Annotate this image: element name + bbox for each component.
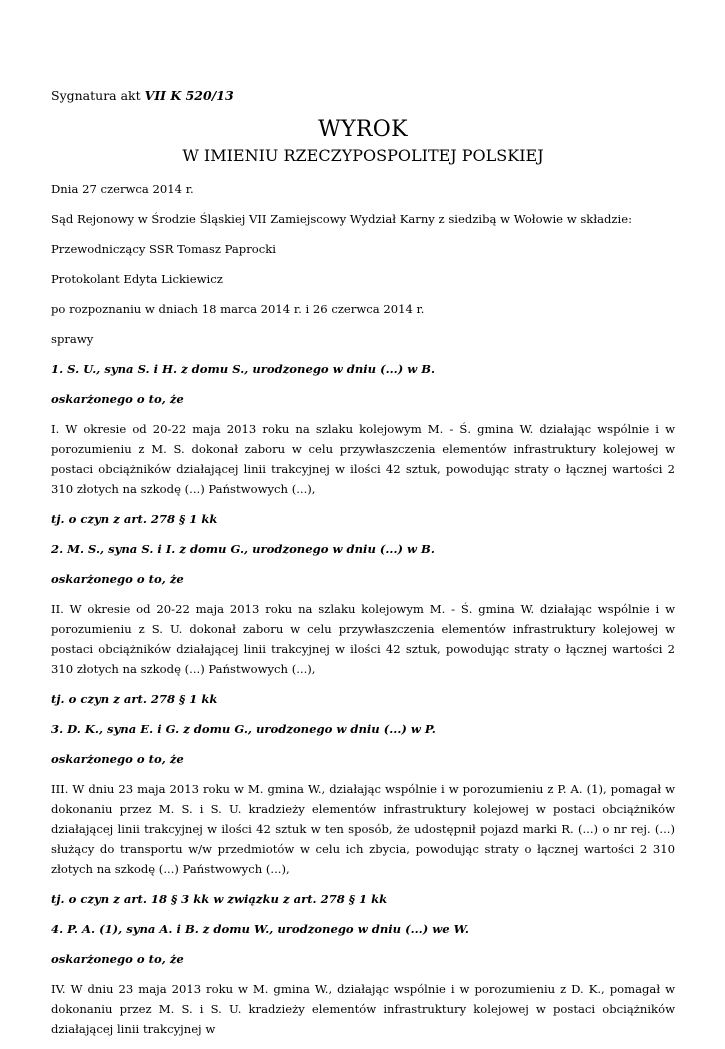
defendant-4-accused: oskarżonego o to, że: [51, 952, 184, 966]
defendant-1-header: 1. S. U., syna S. i H. z domu S., urodzonego w dniu (...) w B.: [51, 362, 436, 376]
defendant-1-accused: oskarżonego o to, że: [51, 392, 184, 406]
court-line: Sąd Rejonowy w Środzie Śląskiej VII Zamiejscowy Wydział Karny z siedzibą w Wołowie w składzie:: [51, 212, 632, 226]
defendant-1-charge: I. W okresie od 20-22 maja 2013 roku na szlaku kolejowym M. - Ś. gmina W. działając wspólnie i w porozumieniu z M. S. dokonał zaboru w celu przywłaszczenia elementów infrastruktury kolejowej w postaci obciążników działającej linii trakcyjnej w ilości 42 sztuk, powodując straty o łącznej wartości 2 310 złotych na szkodę (...) Państwowych (...),: [51, 422, 675, 496]
hearing-dates: po rozpoznaniu w dniach 18 marca 2014 r. i 26 czerwca 2014 r.: [51, 302, 425, 316]
court-clerk: Protokolant Edyta Lickiewicz: [51, 272, 223, 286]
case-word: sprawy: [51, 332, 94, 346]
signature-label: Sygnatura akt: [51, 88, 141, 103]
defendant-4-charge: IV. W dniu 23 maja 2013 roku w M. gmina W., działając wspólnie i w porozumieniu z D. K., pomagał w dokonaniu przez M. S. i S. U. kradzieży elementów infrastruktury kolejowej w postaci obciążników działającej linii trakcyjnej w: [51, 982, 675, 1036]
defendant-2-charge: II. W okresie od 20-22 maja 2013 roku na szlaku kolejowym M. - Ś. gmina W. działając wspólnie i w porozumieniu z S. U. dokonał zaboru w celu przywłaszczenia elementów infrastruktury kolejowej w postaci obciążników działającej linii trakcyjnej w ilości 42 sztuk, powodując straty o łącznej wartości 2 310 złotych na szkodę (...) Państwowych (...),: [51, 602, 675, 676]
defendant-1-article: tj. o czyn z art. 278 § 1 kk: [51, 512, 218, 526]
defendant-4-header: 4. P. A. (1), syna A. i B. z domu W., urodzonego w dniu (...) we W.: [51, 922, 469, 936]
defendant-2-header: 2. M. S., syna S. i I. z domu G., urodzonego w dniu (...) w B.: [51, 542, 435, 556]
defendant-3-article: tj. o czyn z art. 18 § 3 kk w związku z art. 278 § 1 kk: [51, 892, 388, 906]
document-title: WYROK: [318, 117, 408, 142]
defendant-2-article: tj. o czyn z art. 278 § 1 kk: [51, 692, 218, 706]
defendant-2-accused: oskarżonego o to, że: [51, 572, 184, 586]
date-line: Dnia 27 czerwca 2014 r.: [51, 182, 194, 196]
presiding-judge: Przewodniczący SSR Tomasz Paprocki: [51, 242, 276, 256]
defendant-3-accused: oskarżonego o to, że: [51, 752, 184, 766]
judgment-document: [51, 88, 675, 1049]
document-subtitle: W IMIENIU RZECZYPOSPOLITEJ POLSKIEJ: [182, 146, 544, 165]
defendant-3-charge: III. W dniu 23 maja 2013 roku w M. gmina W., działając wspólnie i w porozumieniu z P. A. (1), pomagał w dokonaniu przez M. S. i S. U. kradzieży elementów infrastruktury kolejowej w postaci obciążników działającej linii trakcyjnej w ilości 42 sztuk w ten sposób, że udostępnił pojazd marki R. (...) o nr rej. (...) służący do transportu w/w przedmiotów w celu ich zbycia, powodując straty o łącznej wartości 2 310 złotych na szkodę (...) Państwowych (...),: [51, 782, 675, 876]
case-signature: [51, 88, 675, 103]
signature-number: VII K 520/13: [144, 88, 234, 103]
defendant-3-header: 3. D. K., syna E. i G. z domu G., urodzonego w dniu (...) w P.: [51, 722, 436, 736]
